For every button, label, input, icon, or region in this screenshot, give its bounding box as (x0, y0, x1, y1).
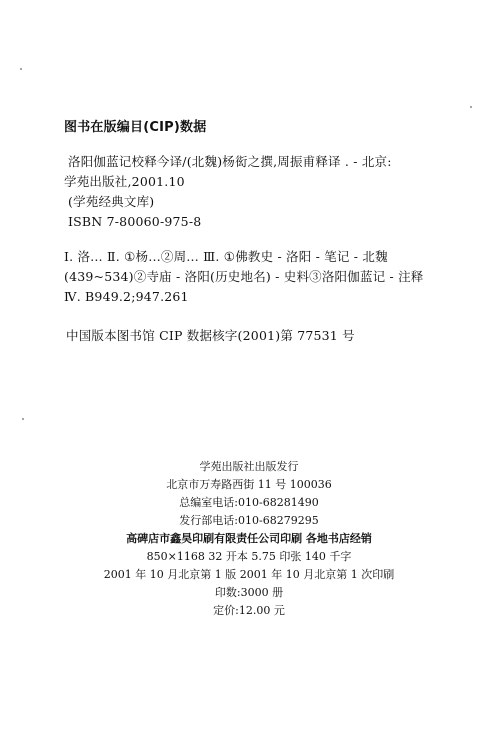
edition-line: 2001 年 10 月北京第 1 版 2001 年 10 月北京第 1 次印刷 (103, 568, 395, 581)
cip-record-line-2: 学苑出版社,2001.10 (64, 174, 185, 189)
scan-speck (22, 418, 24, 420)
print-run: 印数:3000 册 (214, 586, 284, 599)
publisher-name: 学苑出版社出版发行 (199, 460, 299, 473)
cip-heading: 图书在版编目(CIP)数据 (64, 120, 207, 135)
printer-line: 高碑店市鑫昊印刷有限责任公司印刷 各地书店经销 (126, 532, 372, 545)
publisher-address: 北京市万寿路西街 11 号 100036 (166, 478, 332, 491)
distribution-phone: 发行部电话:010-68279295 (179, 514, 319, 527)
cip-record-line-1: 洛阳伽蓝记校释今译/(北魏)杨衒之撰,周振甫释译 . - 北京: (68, 154, 392, 169)
cip-classification: Ⅳ. B949.2;947.261 (64, 289, 189, 304)
cip-number: 中国版本图书馆 CIP 数据核字(2001)第 77531 号 (66, 328, 355, 343)
scan-speck (470, 106, 472, 108)
cip-subjects-line-2: (439~534)②寺庙 - 洛阳(历史地名) - 史料③洛阳伽蓝记 - 注释 (64, 269, 424, 284)
price: 定价:12.00 元 (213, 604, 285, 617)
editorial-phone: 总编室电话:010-68281490 (179, 496, 319, 509)
scan-speck (20, 68, 22, 70)
cip-record-line-3: (学苑经典文库) (68, 194, 155, 209)
format-line: 850×1168 32 开本 5.75 印张 140 千字 (146, 550, 352, 563)
cip-isbn: ISBN 7-80060-975-8 (68, 214, 202, 229)
cip-subjects-line-1: Ⅰ. 洛… Ⅱ. ①杨…②周… Ⅲ. ①佛教史 - 洛阳 - 笔记 - 北魏 (64, 249, 388, 264)
